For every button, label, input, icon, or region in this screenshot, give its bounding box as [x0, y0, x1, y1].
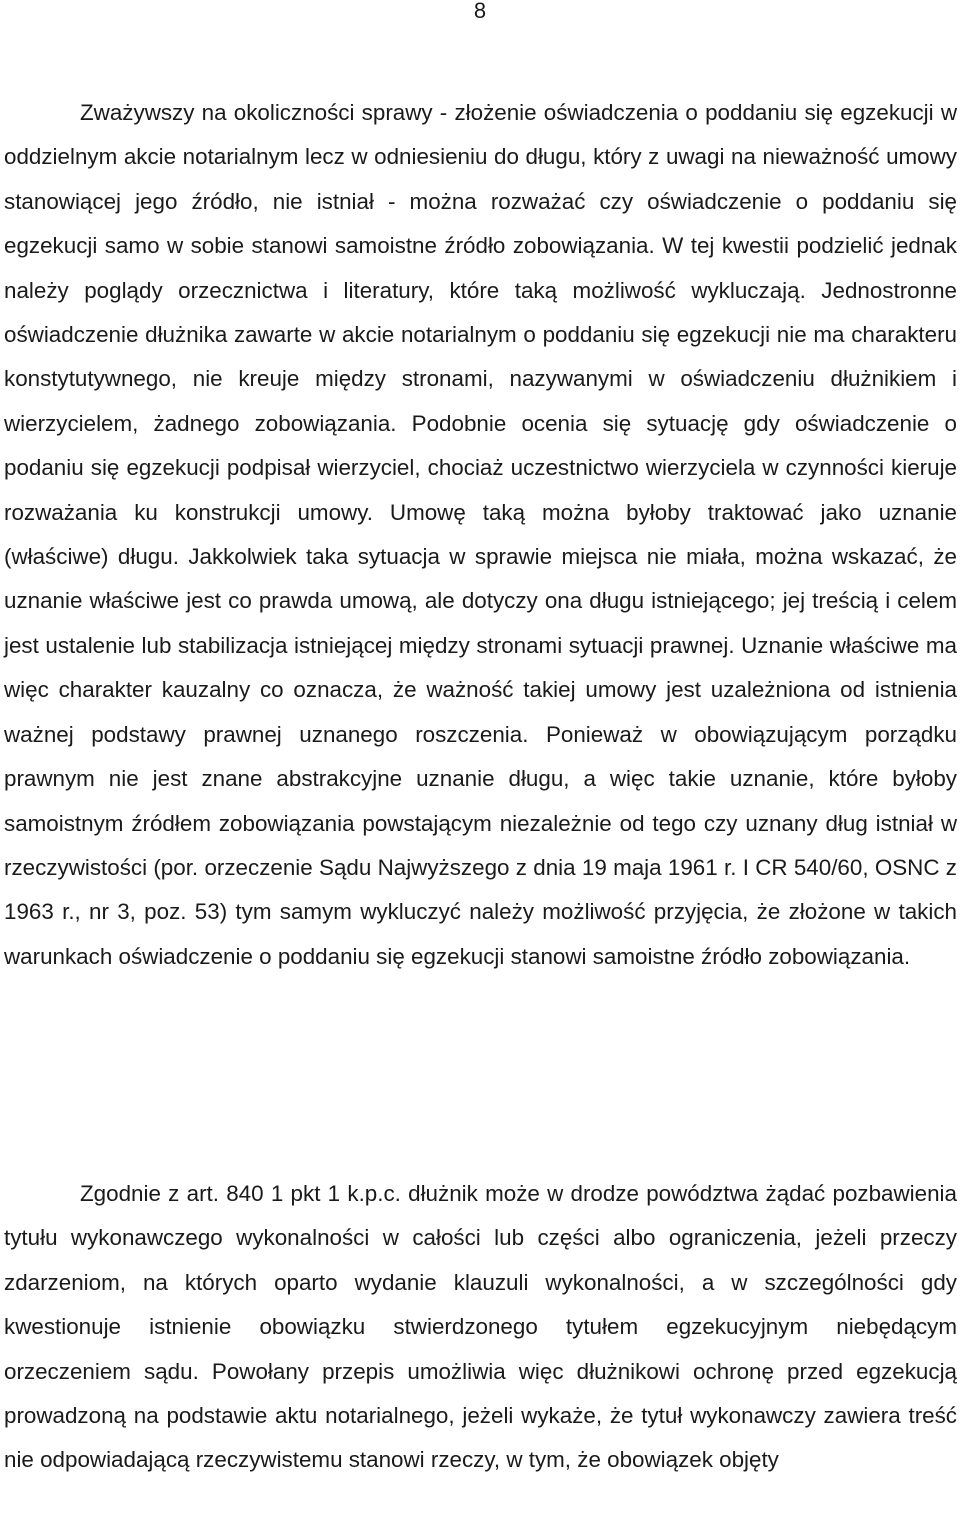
page-number: 8	[473, 0, 487, 23]
paragraph-2: Zgodnie z art. 840 1 pkt 1 k.p.c. dłużnik może w drodze powództwa żądać pozbawienia tytułu wykonawczego wykonalności w całości lub części albo ograniczenia, jeżeli przeczy zdarzeniom, na których oparto wydanie klauzuli wykonalności, a w szczególności gdy kwestionuje istnienie obowiązku stwierdzonego tytułem egzekucyjnym niebędącym orzeczeniem sądu. Powołany przepis umożliwia więc dłużnikowi ochronę przed egzekucją prowadzoną na podstawie aktu notarialnego, jeżeli wykaże, że tytuł wykonawczy zawiera treść nie odpowiadającą rzeczywistemu stanowi rzeczy, w tym, że obowiązek objęty	[4, 1181, 957, 1473]
paragraph-1: Zważywszy na okoliczności sprawy - złożenie oświadczenia o poddaniu się egzekucji w oddzielnym akcie notarialnym lecz w odniesieniu do długu, który z uwagi na nieważność umowy stanowiącej jego źródło, nie istniał - można rozważać czy oświadczenie o poddaniu się egzekucji samo w sobie stanowi samoistne źródło zobowiązania. W tej kwestii podzielić jednak należy poglądy orzecznictwa i literatury, które taką możliwość wykluczają. Jednostronne oświadczenie dłużnika zawarte w akcie notarialnym o poddaniu się egzekucji nie ma charakteru konstytutywnego, nie kreuje między stronami, nazywanymi w oświadczeniu dłużnikiem i wierzycielem, żadnego zobowiązania. Podobnie ocenia się sytuację gdy oświadczenie o podaniu się egzekucji podpisał wierzyciel, chociaż uczestnictwo wierzyciela w czynności kieruje rozważania ku konstrukcji umowy. Umowę taką można byłoby traktować jako uznanie (właściwe) długu. Jakkolwiek taka sytuacja w sprawie miejsca nie miała, można wskazać, że uznanie właściwe jest co prawda umową, ale dotyczy ona długu istniejącego; jej treścią i celem jest ustalenie lub stabilizacja istniejącej między stronami sytuacji prawnej. Uznanie właściwe ma więc charakter kauzalny co oznacza, że ważność takiej umowy jest uzależniona od istnienia ważnej podstawy prawnej uznanego roszczenia. Ponieważ w obowiązującym porządku prawnym nie jest znane abstrakcyjne uznanie długu, a więc takie uznanie, które byłoby samoistnym źródłem zobowiązania powstającym niezależnie od tego czy uznany dług istniał w rzeczywistości (por. orzeczenie Sądu Najwyższego z dnia 19 maja 1961 r. I CR 540/60, OSNC z 1963 r., nr 3, poz. 53) tym samym wykluczyć należy możliwość przyjęcia, że złożone w takich warunkach oświadczenie o poddaniu się egzekucji stanowi samoistne źródło zobowiązania.	[4, 100, 957, 969]
